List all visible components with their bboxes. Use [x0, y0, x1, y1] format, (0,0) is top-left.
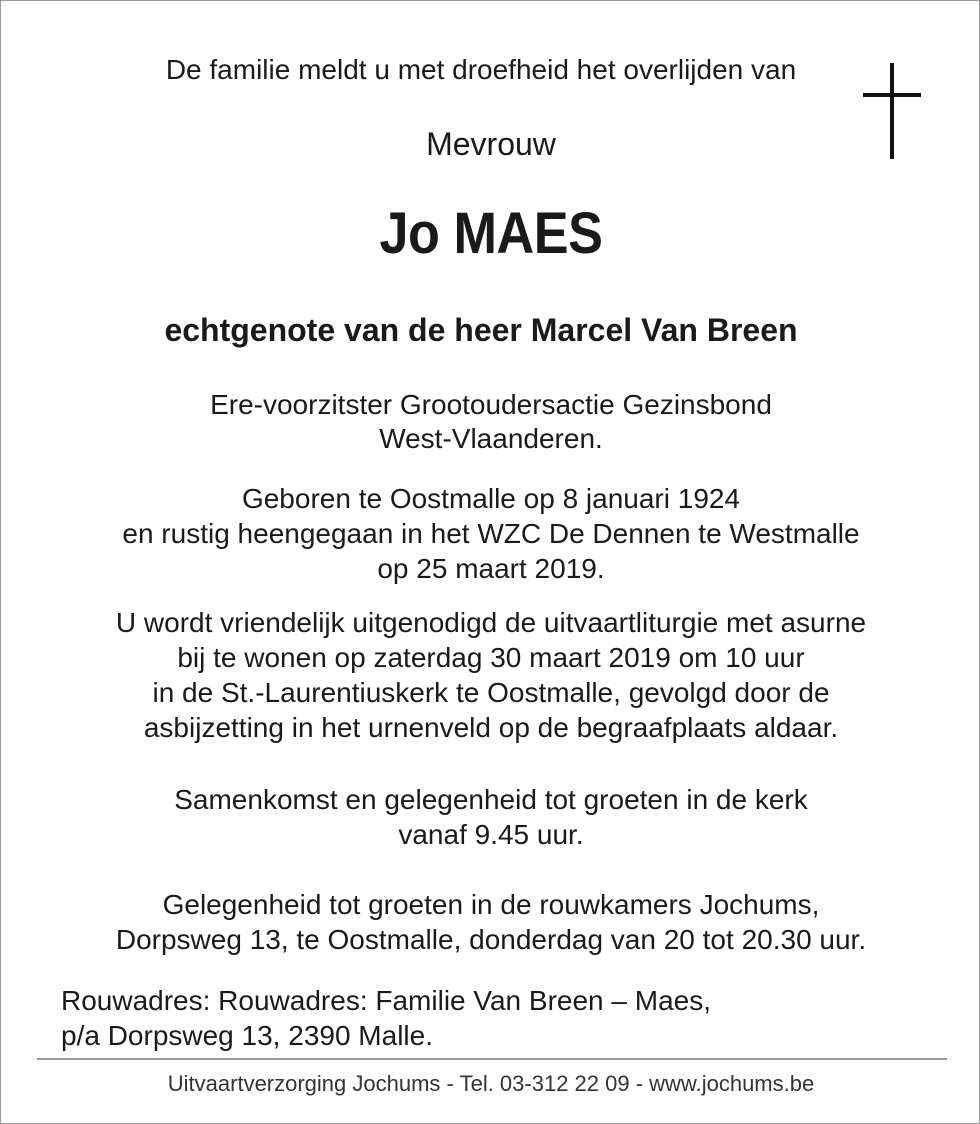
- spouse-line: echtgenote van de heer Marcel Van Breen: [164, 312, 798, 348]
- funeral-line-1: U wordt vriendelijk uitgenodigd de uitvaartliturgie met asurne: [115, 607, 867, 638]
- address-line-1: Rouwadres: Rouwadres: Familie Van Breen – Maes,: [61, 985, 712, 1016]
- death-place-line: en rustig heengegaan in het WZC De Dennen te Westmalle: [122, 518, 860, 549]
- role-line-1: Ere-voorzitster Grootoudersactie Gezinsbond: [210, 389, 772, 420]
- funeral-line-3: in de St.-Laurentiuskerk te Oostmalle, gevolgd door de: [152, 677, 830, 708]
- gathering-line-1: Samenkomst en gelegenheid tot groeten in de kerk: [174, 784, 808, 815]
- visitation-line-2: Dorpsweg 13, te Oostmalle, donderdag van 20 tot 20.30 uur.: [115, 924, 867, 955]
- footer-text: Uitvaartverzorging Jochums - Tel. 03-312 22 09 - www.jochums.be: [167, 1071, 815, 1096]
- birth-line: Geboren te Oostmalle op 8 januari 1924: [241, 483, 741, 514]
- funeral-line-4: asbijzetting in het urnenveld op de begraafplaats aldaar.: [143, 712, 839, 743]
- deceased-name: Jo MAES: [379, 201, 603, 266]
- visitation-line-1: Gelegenheid tot groeten in de rouwkamers Jochums,: [162, 889, 820, 920]
- gathering-line-2: vanaf 9.45 uur.: [398, 819, 584, 850]
- honorific: Mevrouw: [426, 126, 556, 162]
- role-line-2: West-Vlaanderen.: [379, 423, 603, 454]
- funeral-line-2: bij te wonen op zaterdag 30 maart 2019 om 10 uur: [177, 642, 805, 673]
- death-date-line: op 25 maart 2019.: [377, 553, 605, 584]
- intro-text: De familie meldt u met droefheid het overlijden van: [165, 54, 797, 85]
- address-line-2: p/a Dorpsweg 13, 2390 Malle.: [61, 1020, 433, 1051]
- footer-divider: [37, 1058, 947, 1060]
